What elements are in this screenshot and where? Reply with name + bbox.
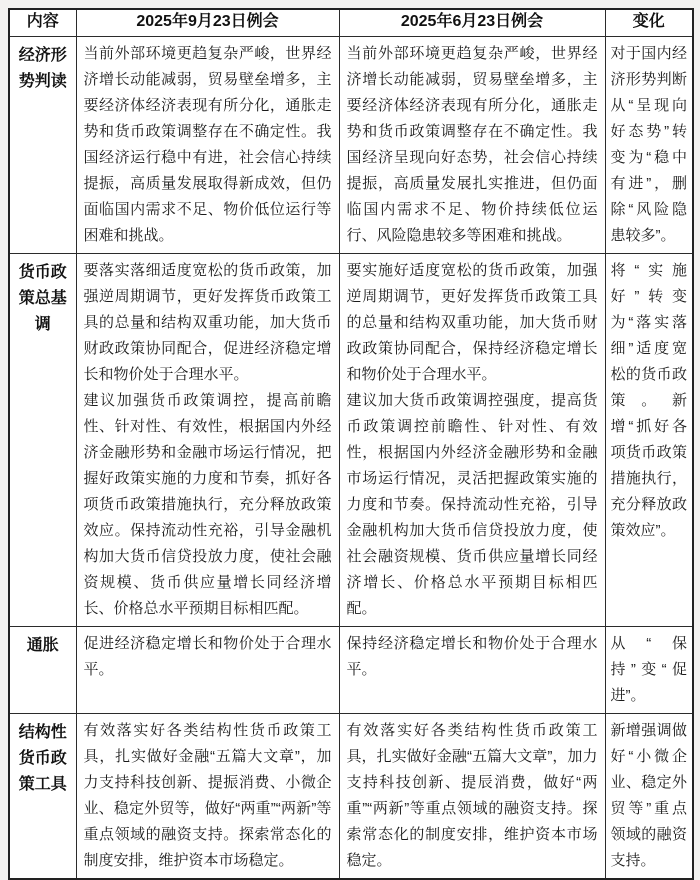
paragraph: 保持经济稳定增长和物价处于合理水平。 bbox=[346, 634, 598, 678]
paragraph: 建议加强货币政策调控，提高前瞻性、针对性、有效性，根据国内外经济金融形势和金融市场运行情况，把握好政策实施的力度和节奏，抓好各项货币政策措施执行，充分释放政策效应。保持流动性充裕，引导金融机构加大货币信贷投放力度，使社会融资规模、货币供应量增长同经济增长、价格总水平预期目标相匹配。 bbox=[83, 391, 332, 617]
table-row-economic-situation bbox=[9, 36, 693, 253]
paragraph: 当前外部环境更趋复杂严峻，世界经济增长动能减弱，贸易壁垒增多，主要经济体经济表现有所分化，通胀走势和货币政策调整存在不确定性。我国经济运行稳中有进，社会信心持续提振，高质量发展取得新成效，但仍面临国内需求不足、物价低位运行等困难和挑战。 bbox=[83, 44, 332, 244]
cell-jun-meeting bbox=[339, 253, 605, 626]
cell-jun-meeting bbox=[339, 713, 605, 879]
row-label: 结构性货币政策工具 bbox=[9, 713, 76, 879]
header-content: 内容 bbox=[9, 9, 76, 36]
cell-jun-meeting bbox=[339, 36, 605, 253]
table-row-inflation bbox=[9, 626, 693, 713]
paragraph: 对于国内经济形势判断从“呈现向好态势”转变为“稳中有进”，删除“风险隐患较多”。 bbox=[610, 44, 687, 244]
cell-change bbox=[605, 253, 693, 626]
header-change: 变化 bbox=[605, 9, 693, 36]
paragraph: 将“实施好”转变为“落实落细”适度宽松的货币政策。新增“抓好各项货币政策措施执行，充分释放政策效应”。 bbox=[610, 261, 687, 539]
cell-sep-meeting bbox=[76, 253, 339, 626]
header-row bbox=[9, 9, 693, 36]
paragraph: 要落实落细适度宽松的货币政策，加强逆周期调节，更好发挥货币政策工具的总量和结构双重功能，加大货币财政政策协同配合，促进经济稳定增长和物价处于合理水平。 bbox=[83, 261, 332, 383]
paragraph: 建议加大货币政策调控强度，提高货币政策调控前瞻性、针对性、有效性，根据国内外经济金融形势和金融市场运行情况，灵活把握政策实施的力度和节奏。保持流动性充裕，引导金融机构加大货币信贷投放力度，使社会融资规模、货币供应量增长同经济增长、价格总水平预期目标相匹配。 bbox=[346, 391, 598, 617]
paragraph: 促进经济稳定增长和物价处于合理水平。 bbox=[83, 634, 332, 678]
paragraph: 从“保持”变“促进”。 bbox=[610, 634, 687, 704]
meeting-comparison-table bbox=[8, 8, 694, 880]
paragraph: 新增强调做好“小微企业、稳定外贸等”重点领域的融资支持。 bbox=[610, 721, 687, 869]
cell-change bbox=[605, 626, 693, 713]
header-jun-meeting: 2025年6月23日例会 bbox=[339, 9, 605, 36]
cell-sep-meeting bbox=[76, 36, 339, 253]
paragraph: 有效落实好各类结构性货币政策工具，扎实做好金融“五篇大文章”，加力支持科技创新、提振消费、小微企业、稳定外贸等，做好“两重”“两新”等重点领域的融资支持。探索常态化的制度安排，维护资本市场稳定。 bbox=[83, 721, 332, 869]
table-row-structural-tools bbox=[9, 713, 693, 879]
paragraph: 要实施好适度宽松的货币政策，加强逆周期调节，更好发挥货币政策工具的总量和结构双重功能，加大货币财政政策协同配合，保持经济稳定增长和物价处于合理水平。 bbox=[346, 261, 598, 383]
paragraph: 当前外部环境更趋复杂严峻，世界经济增长动能减弱，贸易壁垒增多，主要经济体经济表现有所分化，通胀走势和货币政策调整存在不确定性。我国经济呈现向好态势，社会信心持续提振，高质量发展扎实推进，但仍面临国内需求不足、物价持续低位运行、风险隐患较多等困难和挑战。 bbox=[346, 44, 598, 244]
row-label: 通胀 bbox=[9, 626, 76, 713]
cell-change bbox=[605, 36, 693, 253]
paragraph: 有效落实好各类结构性货币政策工具，扎实做好金融“五篇大文章”，加力支持科技创新、提辰消费，做好“两重”“两新”等重点领域的融资支持。探索常态化的制度安排，维护资本市场稳定。 bbox=[346, 721, 598, 869]
cell-sep-meeting bbox=[76, 713, 339, 879]
cell-jun-meeting bbox=[339, 626, 605, 713]
row-label: 货币政策总基调 bbox=[9, 253, 76, 626]
header-sep-meeting: 2025年9月23日例会 bbox=[76, 9, 339, 36]
cell-change bbox=[605, 713, 693, 879]
table-row-monetary-policy-tone bbox=[9, 253, 693, 626]
row-label: 经济形势判读 bbox=[9, 36, 76, 253]
cell-sep-meeting bbox=[76, 626, 339, 713]
